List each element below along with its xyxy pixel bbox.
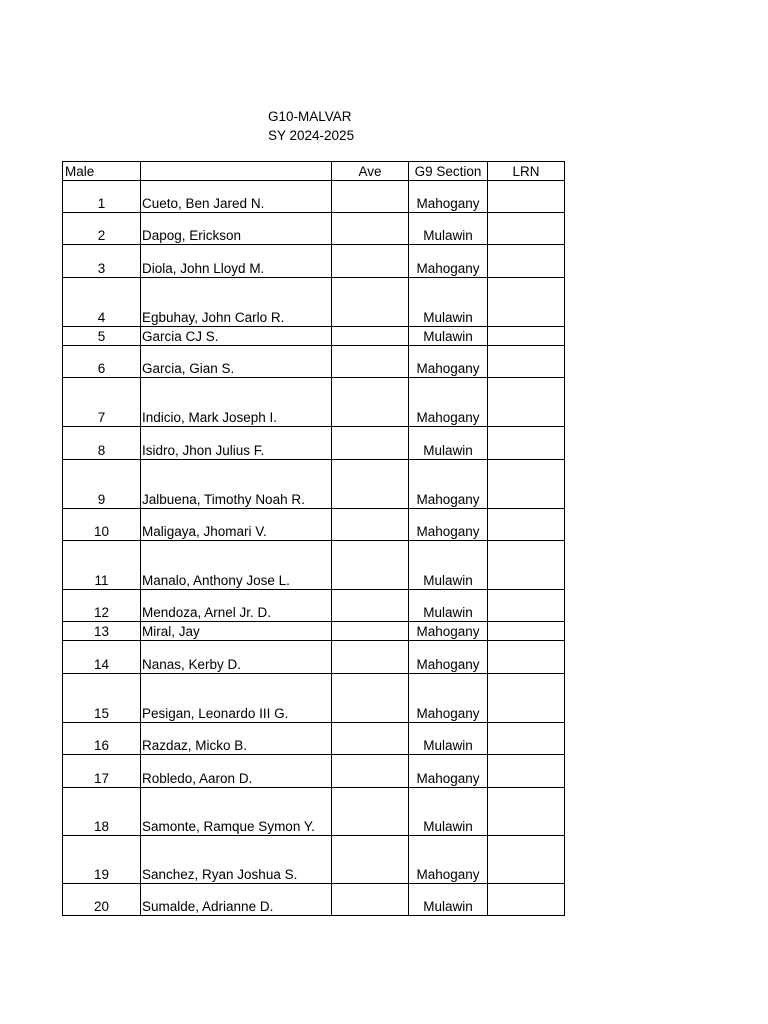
average-cell	[332, 884, 409, 916]
lrn-cell	[488, 245, 565, 278]
average-cell	[332, 509, 409, 541]
g9-section: Mahogany	[409, 460, 488, 509]
student-name: Pesigan, Leonardo III G.	[141, 674, 332, 723]
student-name: Maligaya, Jhomari V.	[141, 509, 332, 541]
student-name: Mendoza, Arnel Jr. D.	[141, 590, 332, 622]
column-header-g9-section: G9 Section	[409, 162, 488, 181]
document-header	[268, 107, 354, 145]
column-header-name	[141, 162, 332, 181]
average-cell	[332, 460, 409, 509]
lrn-cell	[488, 378, 565, 427]
table-row	[63, 509, 565, 541]
student-name: Nanas, Kerby D.	[141, 641, 332, 674]
average-cell	[332, 788, 409, 836]
school-year: SY 2024-2025	[268, 128, 355, 143]
student-name: Manalo, Anthony Jose L.	[141, 541, 332, 590]
average-cell	[332, 541, 409, 590]
lrn-cell	[488, 788, 565, 836]
lrn-cell	[488, 884, 565, 916]
table-row	[63, 884, 565, 916]
g9-section: Mulawin	[409, 884, 488, 916]
row-number: 11	[63, 541, 141, 590]
row-number: 5	[63, 327, 141, 346]
lrn-cell	[488, 427, 565, 460]
lrn-cell	[488, 723, 565, 755]
row-number: 14	[63, 641, 141, 674]
average-cell	[332, 181, 409, 213]
lrn-cell	[488, 590, 565, 622]
lrn-cell	[488, 641, 565, 674]
student-name: Isidro, Jhon Julius F.	[141, 427, 332, 460]
student-name: Razdaz, Micko B.	[141, 723, 332, 755]
average-cell	[332, 378, 409, 427]
g9-section: Mahogany	[409, 245, 488, 278]
average-cell	[332, 327, 409, 346]
student-name: Cueto, Ben Jared N.	[141, 181, 332, 213]
row-number: 18	[63, 788, 141, 836]
student-roster-table	[62, 161, 565, 916]
row-number: 8	[63, 427, 141, 460]
g9-section: Mahogany	[409, 836, 488, 884]
row-number: 7	[63, 378, 141, 427]
average-cell	[332, 641, 409, 674]
table-row	[63, 278, 565, 327]
lrn-cell	[488, 460, 565, 509]
row-number: 1	[63, 181, 141, 213]
table-header-row	[63, 162, 565, 181]
student-name: Indicio, Mark Joseph I.	[141, 378, 332, 427]
row-number: 13	[63, 622, 141, 641]
g9-section: Mulawin	[409, 327, 488, 346]
table-row	[63, 755, 565, 788]
column-header-ave: Ave	[332, 162, 409, 181]
table-row	[63, 836, 565, 884]
average-cell	[332, 755, 409, 788]
table-row	[63, 674, 565, 723]
lrn-cell	[488, 622, 565, 641]
average-cell	[332, 213, 409, 245]
table-row	[63, 213, 565, 245]
g9-section: Mulawin	[409, 213, 488, 245]
table-row	[63, 788, 565, 836]
table-row	[63, 460, 565, 509]
student-name: Garcia, Gian S.	[141, 346, 332, 378]
lrn-cell	[488, 346, 565, 378]
row-number: 4	[63, 278, 141, 327]
lrn-cell	[488, 327, 565, 346]
g9-section: Mahogany	[409, 378, 488, 427]
row-number: 2	[63, 213, 141, 245]
average-cell	[332, 346, 409, 378]
column-header-lrn: LRN	[488, 162, 565, 181]
row-number: 12	[63, 590, 141, 622]
g9-section: Mulawin	[409, 723, 488, 755]
row-number: 10	[63, 509, 141, 541]
g9-section: Mahogany	[409, 181, 488, 213]
student-name: Dapog, Erickson	[141, 213, 332, 245]
row-number: 20	[63, 884, 141, 916]
lrn-cell	[488, 674, 565, 723]
average-cell	[332, 278, 409, 327]
average-cell	[332, 622, 409, 641]
average-cell	[332, 836, 409, 884]
average-cell	[332, 723, 409, 755]
lrn-cell	[488, 836, 565, 884]
table-row	[63, 723, 565, 755]
table-row	[63, 622, 565, 641]
student-name: Jalbuena, Timothy Noah R.	[141, 460, 332, 509]
g9-section: Mahogany	[409, 622, 488, 641]
average-cell	[332, 590, 409, 622]
table-row	[63, 590, 565, 622]
table-row	[63, 427, 565, 460]
lrn-cell	[488, 509, 565, 541]
row-number: 3	[63, 245, 141, 278]
table-row	[63, 346, 565, 378]
lrn-cell	[488, 541, 565, 590]
g9-section: Mahogany	[409, 346, 488, 378]
row-number: 15	[63, 674, 141, 723]
g9-section: Mahogany	[409, 509, 488, 541]
class-title: G10-MALVAR	[268, 109, 352, 124]
table-row	[63, 327, 565, 346]
g9-section: Mulawin	[409, 590, 488, 622]
row-number: 16	[63, 723, 141, 755]
student-name: Samonte, Ramque Symon Y.	[141, 788, 332, 836]
g9-section: Mulawin	[409, 788, 488, 836]
row-number: 17	[63, 755, 141, 788]
lrn-cell	[488, 213, 565, 245]
student-name: Sumalde, Adrianne D.	[141, 884, 332, 916]
column-header-male: Male	[63, 162, 141, 181]
g9-section: Mahogany	[409, 755, 488, 788]
g9-section: Mulawin	[409, 427, 488, 460]
student-name: Diola, John Lloyd M.	[141, 245, 332, 278]
table-row	[63, 181, 565, 213]
lrn-cell	[488, 278, 565, 327]
table-row	[63, 641, 565, 674]
student-name: Robledo, Aaron D.	[141, 755, 332, 788]
row-number: 9	[63, 460, 141, 509]
student-name: Sanchez, Ryan Joshua S.	[141, 836, 332, 884]
table-row	[63, 378, 565, 427]
student-name: Miral, Jay	[141, 622, 332, 641]
average-cell	[332, 245, 409, 278]
row-number: 19	[63, 836, 141, 884]
lrn-cell	[488, 181, 565, 213]
table-row	[63, 245, 565, 278]
table-row	[63, 541, 565, 590]
g9-section: Mahogany	[409, 674, 488, 723]
row-number: 6	[63, 346, 141, 378]
g9-section: Mahogany	[409, 641, 488, 674]
student-name: Garcia CJ S.	[141, 327, 332, 346]
g9-section: Mulawin	[409, 541, 488, 590]
g9-section: Mulawin	[409, 278, 488, 327]
student-name: Egbuhay, John Carlo R.	[141, 278, 332, 327]
average-cell	[332, 674, 409, 723]
average-cell	[332, 427, 409, 460]
lrn-cell	[488, 755, 565, 788]
